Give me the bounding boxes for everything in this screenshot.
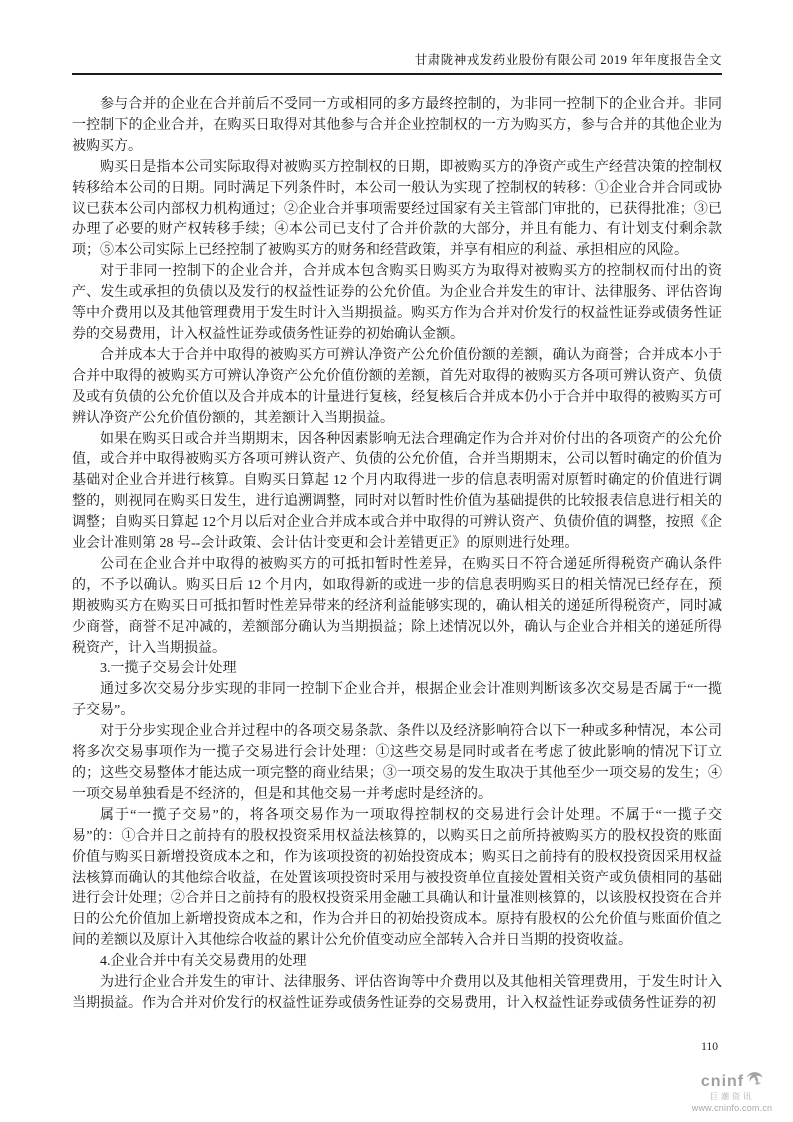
paragraph: 公司在企业合并中取得的被购买方的可抵扣暂时性差异，在购买日不符合递延所得税资产确认条件的，不予以确认。购买日后 12 个月内，如取得新的或进一步的信息表明购买日的相关情况已经存在，预期被购买方在购买日可抵扣暂时性差异带来的经济利益能够实现的，确认相关的递延所得税资产，同时减少商誉，商誉不足冲减的，差额部分确认为当期损益；除上述情况以外，确认与企业合并相关的递延所得税资产，计入当期损益。 [72,556,722,656]
paragraph: 对于非同一控制下的企业合并，合并成本包含购买日购买方为取得对被购买方的控制权而付出的资产、发生或承担的负债以及发行的权益性证券的公允价值。为企业合并发生的审计、法律服务、评估咨询等中介费用以及其他管理费用于发生时计入当期损益。购买方作为合并对价发行的权益性证券或债务性证券的交易费用，计入权益性证券或债务性证券的初始确认金额。 [72,264,722,342]
document-body [72,95,722,1015]
cninfo-swirl-icon [746,1071,763,1093]
paragraph: 购买日是指本公司实际取得对被购买方控制权的日期，即被购买方的净资产或生产经营决策的控制权转移给本公司的日期。同时满足下列条件时，本公司一般认为实现了控制权的转移：①企业合并合同或协议已获本公司内部权力机构通过；②企业合并事项需要经过国家有关主管部门审批的，已获得批准；③已办理了必要的财产权转移手续；④本公司已支付了合并价款的大部分，并且有能力、有计划支付剩余款项；⑤本公司实际上已经控制了被购买方的财务和经营政策，并享有相应的利益、承担相应的风险。 [72,159,722,259]
header-title: 甘肃陇神戎发药业股份有限公司 2019 年年度报告全文 [414,53,722,67]
cninfo-logo [677,1071,787,1114]
paragraph: 通过多次交易分步实现的非同一控制下企业合并，根据企业会计准则判断该多次交易是否属于“一揽子交易”。 [72,682,722,719]
cninfo-subtitle: 巨潮资讯 [710,1092,754,1102]
page-header [72,50,722,75]
page-number: 110 [701,1041,718,1053]
paragraph: 属于“一揽子交易”的，将各项交易作为一项取得控制权的交易进行会计处理。不属于“一揽子交易”的：①合并日之前持有的股权投资采用权益法核算的，以购买日之前所持被购买方的股权投资的账面价值与购买日新增投资成本之和，作为该项投资的初始投资成本；购买日之前持有的股权投资因采用权益法核算而确认的其他综合收益，在处置该项投资时采用与被投资单位直接处置相关资产或负债相同的基础进行会计处理；②合并日之前持有的股权投资采用金融工具确认和计量准则核算的，以该股权投资在合并日的公允价值加上新增投资成本之和，作为合并日的初始投资成本。原持有股权的公允价值与账面价值之间的差额以及原计入其他综合收益的累计公允价值变动应全部转入合并日当期的投资收益。 [72,807,722,949]
paragraph: 为进行企业合并发生的审计、法律服务、评估咨询等中介费用以及其他相关管理费用，于发生时计入当期损益。作为合并对价发行的权益性证券或债务性证券的交易费用，计入权益性证券或债务性证券的初 [72,975,722,1011]
paragraph: 4.企业合并中有关交易费用的处理 [100,954,307,970]
paragraph: 合并成本大于合并中取得的被购买方可辨认净资产公允价值份额的差额，确认为商誉；合并成本小于合并中取得的被购买方可辨认净资产公允价值份额的差额，首先对取得的被购买方各项可辨认资产、负债及或有负债的公允价值以及合并成本的计量进行复核，经复核后合并成本仍小于合并中取得的被购买方可辨认净资产公允价值份额的，其差额计入当期损益。 [72,347,722,426]
paragraph: 如果在购买日或合并当期期末，因各种因素影响无法合理确定作为合并对价付出的各项资产的公允价值，或合并中取得被购买方各项可辨认资产、负债的公允价值，合并当期期末，公司以暂时确定的价值为基础对企业合并进行核算。自购买日算起 12 个月内取得进一步的信息表明需对原暂时确定的价值进行调整的，则视同在购买日发生，进行追溯调整，同时对以暂时性价值为基础提供的比较报表信息进行相关的调整；自购买日算起 12个月以后对企业合并成本或合并中取得的可辨认资产、负债价值的调整，按照《企业会计准则第 28 号--会计政策、会计估计变更和会计差错更正》的原则进行处理。 [72,431,722,552]
cninfo-url: www.cninfo.com.cn [691,1103,773,1114]
paragraph: 3.一揽子交易会计处理 [100,661,237,677]
cninfo-wordmark: cninf [700,1072,745,1090]
paragraph: 对于分步实现企业合并过程中的各项交易条款、条件以及经济影响符合以下一种或多种情况，本公司将多次交易事项作为一揽子交易进行会计处理：①这些交易是同时或者在考虑了彼此影响的情况下订立的；这些交易整体才能达成一项完整的商业结果；③一项交易的发生取决于其他至少一项交易的发生；④一项交易单独看是不经济的，但是和其他交易一并考虑时是经济的。 [72,724,722,802]
cninfo-logo-top [677,1071,787,1093]
paragraph: 参与合并的企业在合并前后不受同一方或相同的多方最终控制的，为非同一控制下的企业合并。非同一控制下的企业合并，在购买日取得对其他参与合并企业控制权的一方为购买方，参与合并的其他企业为被购买方。 [72,97,722,154]
